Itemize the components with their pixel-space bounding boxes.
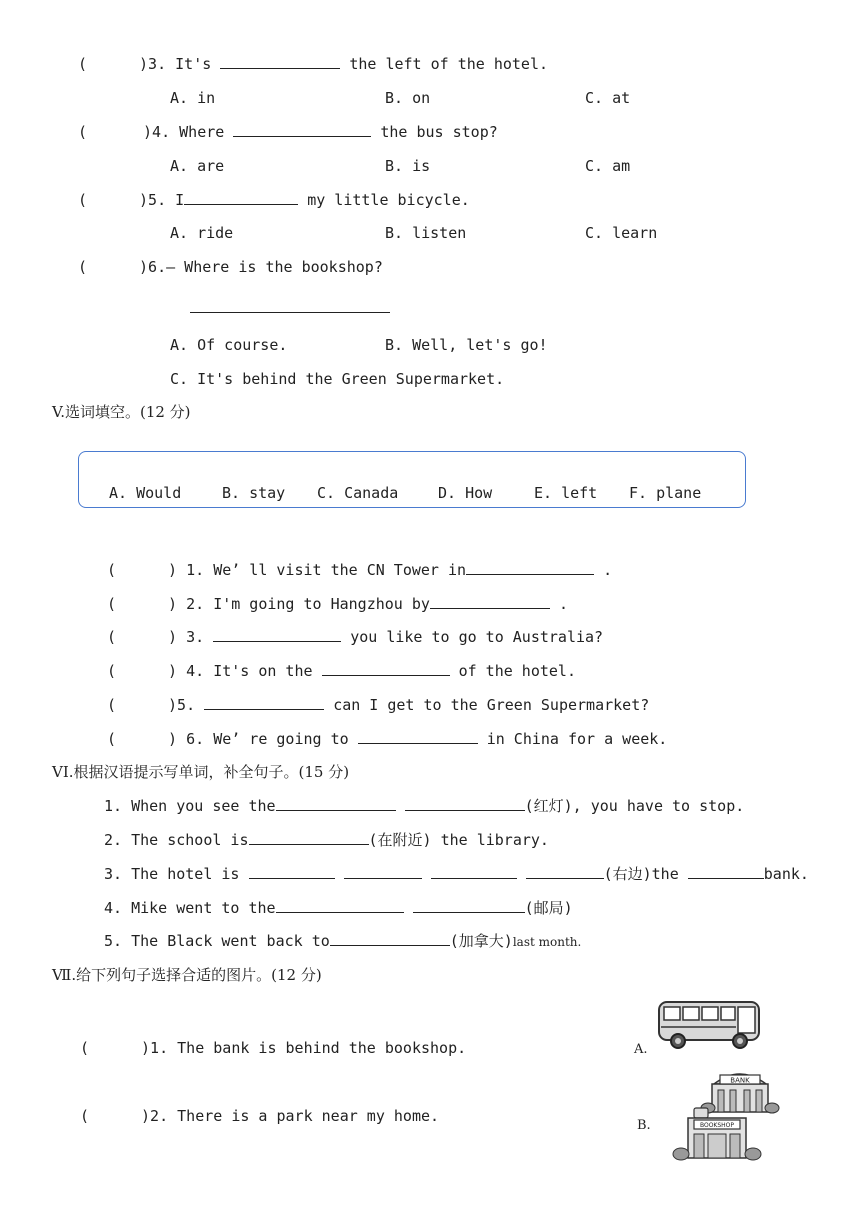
answer-blank[interactable] — [405, 796, 525, 811]
picture-label-a: A. — [634, 1042, 648, 1057]
vi-sentence-3 — [104, 864, 809, 884]
bank-sign: BANK — [730, 1076, 750, 1085]
question-text: — Where is the bookshop? — [166, 258, 383, 276]
item-text: you like to go to Australia? — [350, 628, 604, 646]
chinese-hint: (邮局) — [524, 899, 573, 917]
sentence-text: The school is — [131, 831, 249, 849]
sentence-number: 2. — [104, 831, 123, 849]
chinese-hint: (红灯), — [524, 797, 582, 815]
option-c: C. am — [585, 157, 631, 175]
answer-blank[interactable] — [431, 864, 517, 879]
answer-blank[interactable] — [220, 54, 340, 69]
answer-blank[interactable] — [213, 627, 341, 642]
answer-paren: ( — [78, 123, 88, 141]
option-a: A. Of course. — [170, 336, 288, 354]
section-vi-heading: VI.根据汉语提示写单词，补全句子。(15 分) — [52, 763, 350, 781]
item-number: )1. — [141, 1039, 169, 1057]
section-vii-heading: Ⅶ.给下列句子选择合适的图片。(12 分) — [52, 966, 322, 984]
option-a: A. are — [170, 157, 225, 175]
question-6 — [78, 257, 383, 277]
option-b: B. listen — [385, 224, 467, 242]
sentence-text: you have to stop. — [590, 797, 745, 815]
answer-blank[interactable] — [430, 594, 550, 609]
answer-blank[interactable] — [358, 729, 478, 744]
sentence-text: last month. — [512, 935, 582, 949]
item-text: We’ re going to — [213, 730, 349, 748]
answer-blank[interactable] — [688, 864, 764, 879]
sentence-text: The hotel is — [131, 865, 240, 883]
answer-paren: ( — [78, 191, 88, 209]
answer-blank[interactable] — [413, 898, 525, 913]
chinese-hint: (右边)the — [603, 865, 679, 883]
v-item-6: ( ) 6. We’ re going to in China for a week. — [107, 730, 668, 748]
sentence-text: The Black went back to — [131, 932, 330, 950]
question-text: the left of the hotel. — [349, 55, 549, 73]
vi-sentence-1 — [104, 796, 744, 816]
answer-blank[interactable] — [204, 695, 324, 710]
answer-blank[interactable] — [344, 864, 422, 879]
option-a: A. in — [170, 89, 216, 107]
sentence-number: 5. — [104, 932, 123, 950]
answer-paren: ( — [78, 55, 88, 73]
answer-paren: ( — [80, 1039, 90, 1057]
sentence-text: the library. — [440, 831, 549, 849]
item-text: It's on the — [213, 662, 313, 680]
option-b: B. is — [385, 157, 431, 175]
item-number: )5. — [168, 696, 196, 714]
sentence-text: When you see the — [131, 797, 276, 815]
question-5 — [78, 190, 470, 210]
item-text: There is a park near my home. — [177, 1107, 440, 1125]
word-option: A. Would — [109, 484, 182, 502]
v-item-1: ( ) 1. We’ ll visit the CN Tower in . — [107, 561, 613, 579]
question-number: )4. — [143, 123, 171, 141]
picture-label-b: B. — [637, 1118, 651, 1133]
answer-blank[interactable] — [330, 931, 450, 946]
section-v-heading: V.选词填空。(12 分) — [52, 403, 191, 421]
question-text: my little bicycle. — [307, 191, 470, 209]
answer-blank[interactable] — [322, 661, 450, 676]
vi-sentence-4 — [104, 898, 573, 918]
sentence-number: 1. — [104, 797, 123, 815]
answer-blank[interactable] — [466, 560, 594, 575]
sentence-text: Mike went to the — [131, 899, 276, 917]
question-text: Where — [179, 123, 225, 141]
answer-paren: ( — [80, 1107, 90, 1125]
answer-blank[interactable] — [233, 122, 371, 137]
bookshop-sign: BOOKSHOP — [699, 1122, 735, 1129]
answer-blank[interactable] — [184, 190, 298, 205]
question-text: It's — [175, 55, 212, 73]
vi-sentence-2 — [104, 830, 549, 850]
item-text: . — [558, 595, 568, 613]
answer-blank[interactable] — [526, 864, 604, 879]
item-text: I'm going to Hangzhou by — [213, 595, 430, 613]
item-text: can I get to the Green Supermarket? — [333, 696, 650, 714]
vii-item-2 — [80, 1106, 439, 1126]
answer-blank[interactable] — [276, 898, 404, 913]
item-number: ) 1. — [168, 561, 205, 579]
vi-sentence-5 — [104, 931, 581, 952]
question-text: I — [175, 191, 185, 209]
word-option: E. left — [534, 484, 598, 502]
answer-blank[interactable] — [249, 830, 369, 845]
question-text: the bus stop? — [380, 123, 498, 141]
v-item-3: ( ) 3. you like to go to Australia? — [107, 628, 604, 646]
word-option: F. plane — [629, 484, 702, 502]
item-number: ) 6. — [168, 730, 205, 748]
option-b: B. Well, let's go! — [385, 336, 548, 354]
word-option: C. Canada — [317, 484, 399, 502]
question-number: )3. — [139, 55, 167, 73]
option-a: A. ride — [170, 224, 234, 242]
question-4 — [78, 122, 498, 142]
v-item-2: ( ) 2. I'm going to Hangzhou by . — [107, 595, 568, 613]
word-option: D. How — [438, 484, 493, 502]
chinese-hint: (在附近) — [368, 831, 432, 849]
vii-item-1 — [80, 1038, 466, 1058]
option-c: C. learn — [585, 224, 658, 242]
item-number: ) 3. — [168, 628, 205, 646]
question-number: )5. — [139, 191, 167, 209]
item-text: We’ ll visit the CN Tower in — [213, 561, 467, 579]
answer-blank[interactable] — [276, 796, 396, 811]
option-c: C. at — [585, 89, 631, 107]
item-number: )2. — [141, 1107, 169, 1125]
option-b: B. on — [385, 89, 431, 107]
answer-blank[interactable] — [249, 864, 335, 879]
item-text: of the hotel. — [458, 662, 576, 680]
question-3 — [78, 54, 548, 74]
item-number: ) 4. — [168, 662, 205, 680]
item-text: The bank is behind the bookshop. — [177, 1039, 467, 1057]
bus-icon — [656, 996, 766, 1052]
sentence-number: 4. — [104, 899, 123, 917]
item-text: in China for a week. — [486, 730, 668, 748]
sentence-text: bank. — [763, 865, 809, 883]
answer-blank[interactable] — [190, 298, 390, 313]
answer-paren: ( — [78, 258, 88, 276]
v-item-4: ( ) 4. It's on the of the hotel. — [107, 662, 576, 680]
chinese-hint: (加拿大) — [449, 932, 513, 950]
sentence-number: 3. — [104, 865, 123, 883]
bookshop-building-icon — [672, 1106, 762, 1162]
v-item-5: ( )5. can I get to the Green Supermarket? — [107, 696, 650, 714]
word-option: B. stay — [222, 484, 286, 502]
item-text: . — [603, 561, 613, 579]
word-bank-box — [78, 451, 746, 508]
item-number: ) 2. — [168, 595, 205, 613]
option-c: C. It's behind the Green Supermarket. — [170, 370, 505, 388]
question-number: )6. — [139, 258, 167, 276]
